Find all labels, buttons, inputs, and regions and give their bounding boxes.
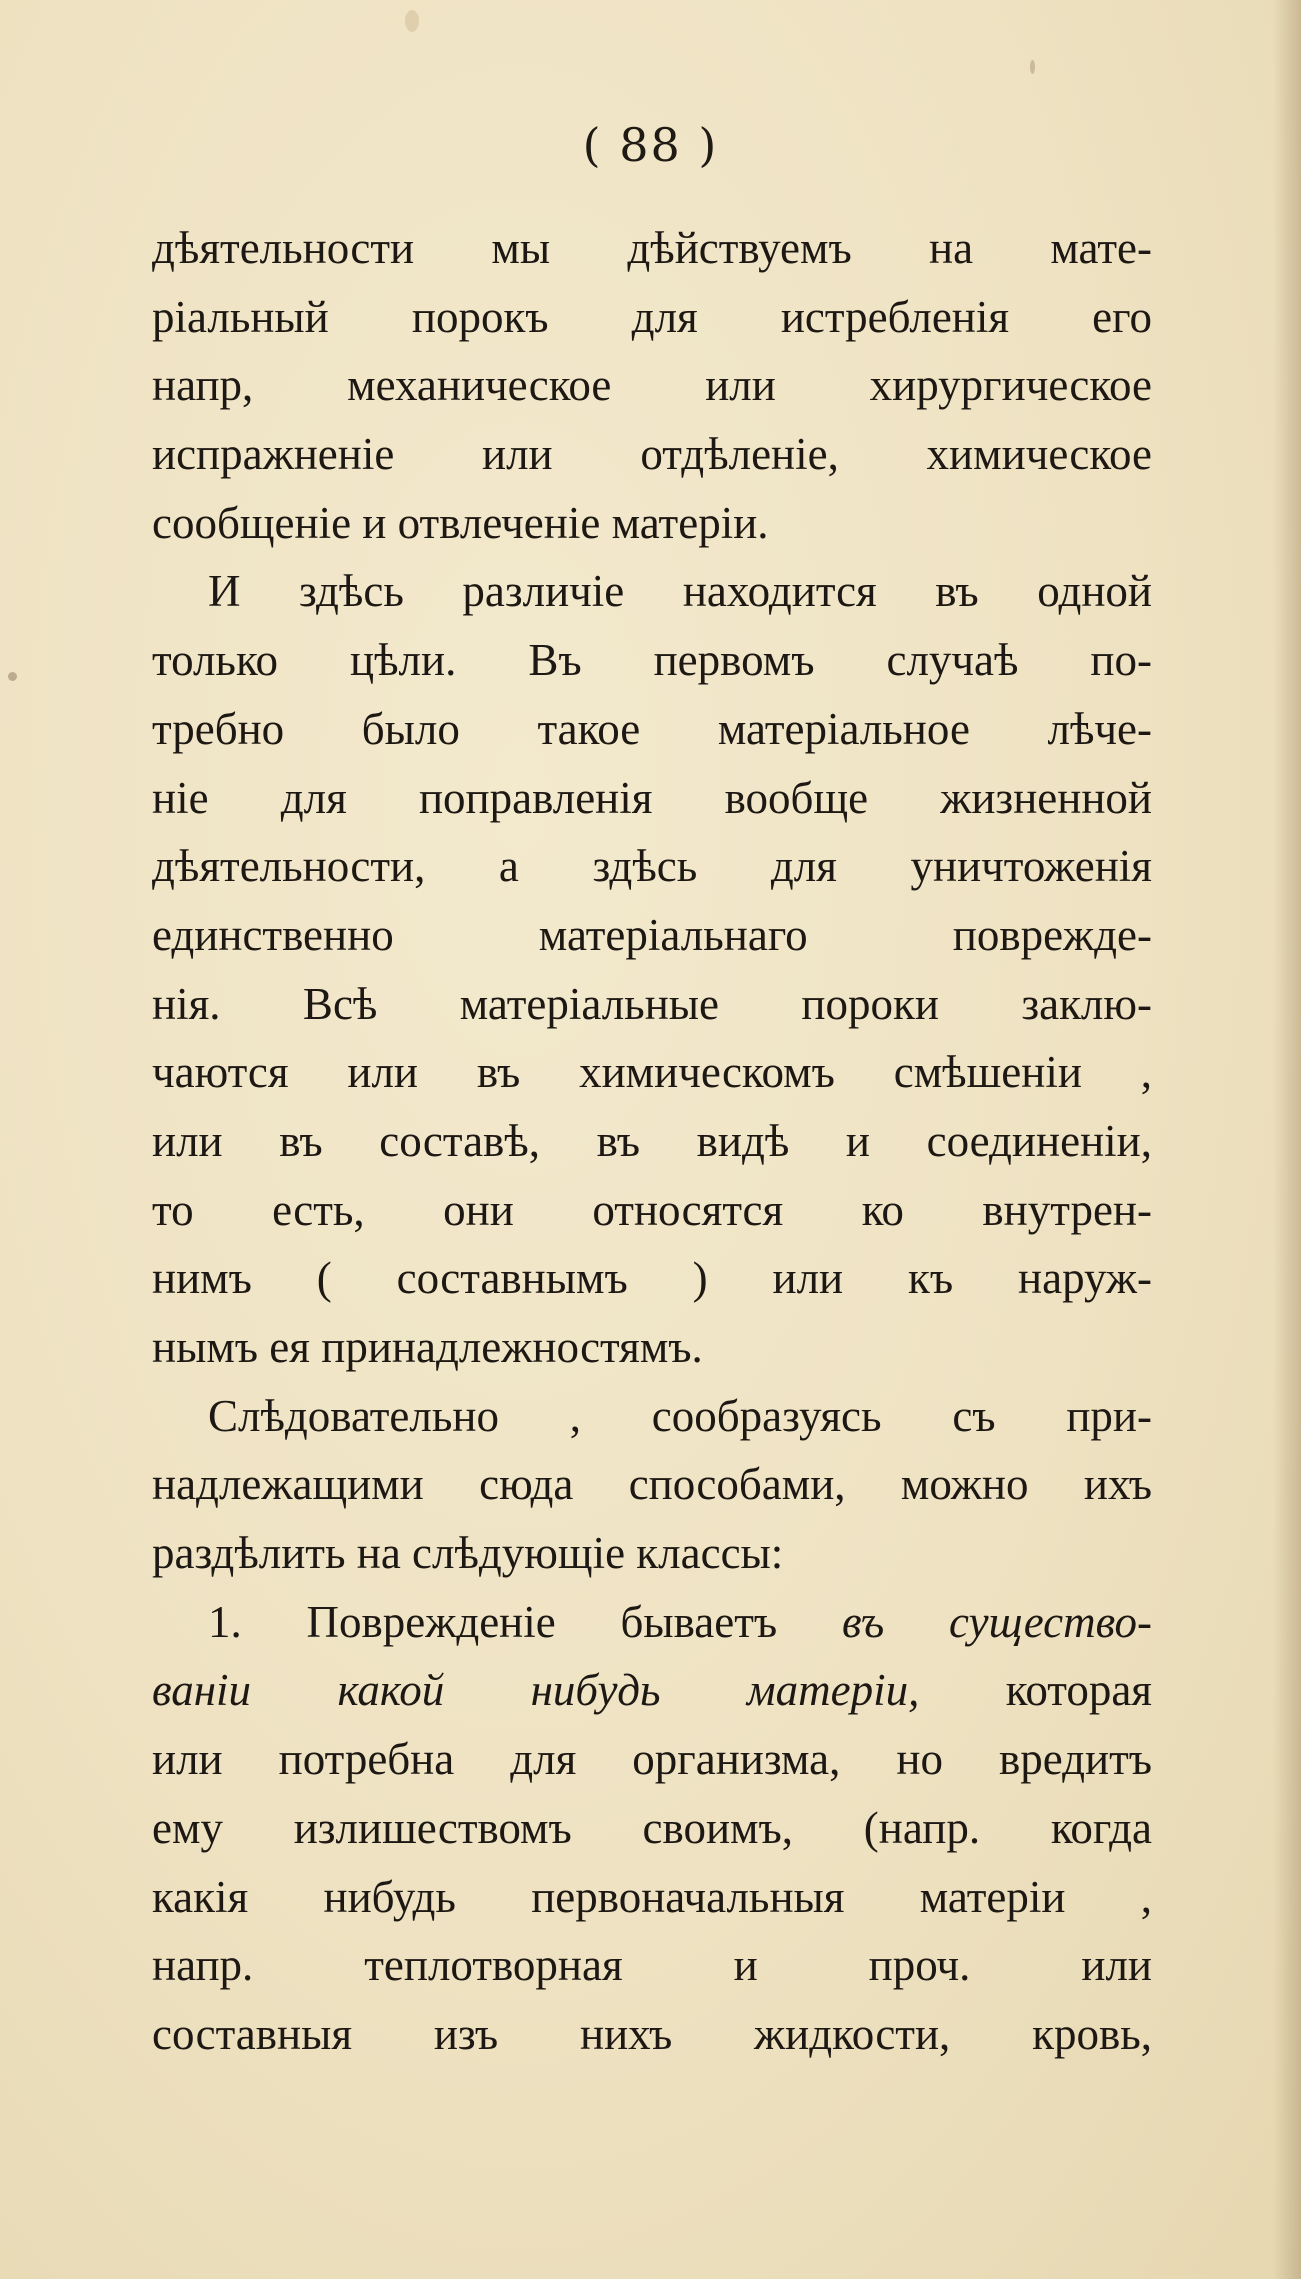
- text-line: [152, 557, 1152, 626]
- text-line-content: ріальный порокъ для истребленія его: [152, 291, 1152, 342]
- text-line-content: напр, механическое или хирургическое: [152, 360, 1152, 411]
- text-line-content: требно было такое матеріальное лѣче-: [152, 703, 1152, 754]
- text-line-content: или въ составѣ, въ видѣ и соединеніи,: [152, 1115, 1152, 1166]
- text-line-content: нымъ ея принадлежностямъ.: [152, 1322, 703, 1372]
- text-line: [152, 420, 1152, 489]
- text-line-content: Слѣдовательно , сообразуясь съ при-: [208, 1390, 1152, 1441]
- text-line: [152, 1519, 1152, 1588]
- text-line: [152, 1313, 1152, 1382]
- text-line-content: нія. Всѣ матеріальные пороки заклю-: [152, 978, 1152, 1029]
- text-line-content: нимъ ( составнымъ ) или къ наруж-: [152, 1253, 1152, 1304]
- text-line-content: какія нибудь первоначальныя матеріи ,: [152, 1871, 1152, 1922]
- text-line: [152, 214, 1152, 283]
- text-line: [152, 626, 1152, 695]
- text-line-content: ему излишествомъ своимъ, (напр. когда: [152, 1802, 1152, 1853]
- text-line-content: надлежащими сюда способами, можно ихъ: [152, 1459, 1152, 1510]
- text-line: [152, 283, 1152, 352]
- text-line-content: раздѣлить на слѣдующіе классы:: [152, 1528, 784, 1579]
- text-line: [152, 2000, 1152, 2069]
- text-line: [152, 764, 1152, 833]
- text-line: [152, 1725, 1152, 1794]
- paper-stain: [1030, 60, 1035, 74]
- text-line: [152, 1176, 1152, 1245]
- text-line-content: испражненіе или отдѣленіе, химическое: [152, 429, 1152, 480]
- text-line: [152, 1863, 1152, 1932]
- text-line: [152, 489, 1152, 558]
- text-line: [152, 1450, 1152, 1519]
- text-line-content: дѣятельности, а здѣсь для уничтоженія: [152, 841, 1152, 892]
- text-line: [152, 1656, 1152, 1725]
- text-line-content: дѣятельности мы дѣйствуемъ на мате-: [152, 223, 1152, 273]
- paper-stain: [405, 10, 419, 32]
- text-line-content: составныя изъ нихъ жидкости, кровь,: [152, 2008, 1152, 2059]
- text-line: [152, 1244, 1152, 1313]
- text-line: [152, 695, 1152, 764]
- body-text: [152, 214, 1152, 2069]
- text-line-content: ніе для поправленія вообще жизненной: [152, 772, 1152, 823]
- text-line-italic: въ существо-: [841, 1596, 1152, 1647]
- text-line: [152, 351, 1152, 420]
- text-line: [152, 1038, 1152, 1107]
- text-line: [152, 970, 1152, 1039]
- text-line-content: 1. Поврежденіе бываетъ: [208, 1596, 842, 1647]
- text-line: [152, 1382, 1152, 1451]
- text-line-content: чаются или въ химическомъ смѣшеніи ,: [152, 1047, 1152, 1098]
- text-line-content: И здѣсь различіе находится въ одной: [208, 566, 1152, 617]
- text-line-content: единственно матеріальнаго поврежде-: [152, 909, 1152, 960]
- text-line-content: сообщеніе и отвлеченіе матеріи.: [152, 497, 769, 548]
- text-line: [152, 832, 1152, 901]
- text-line: [152, 1931, 1152, 2000]
- text-line-tail: которая: [919, 1665, 1152, 1716]
- text-line-content: или потребна для организма, но вредитъ: [152, 1734, 1152, 1785]
- page-number: ( 88 ): [582, 118, 719, 172]
- text-line: [152, 1794, 1152, 1863]
- text-line-content: ваніи какой нибудь матеріи,: [152, 1665, 920, 1716]
- text-line: [152, 901, 1152, 970]
- text-line-content: напр. теплотворная и проч. или: [152, 1940, 1152, 1991]
- text-line-content: то есть, они относятся ко внутрен-: [152, 1184, 1152, 1235]
- page-edge-shadow: [1273, 0, 1301, 2279]
- paper-stain: [8, 672, 17, 681]
- text-line: [152, 1107, 1152, 1176]
- text-line-content: только цѣли. Въ первомъ случаѣ по-: [152, 635, 1152, 686]
- text-line: [152, 1588, 1152, 1657]
